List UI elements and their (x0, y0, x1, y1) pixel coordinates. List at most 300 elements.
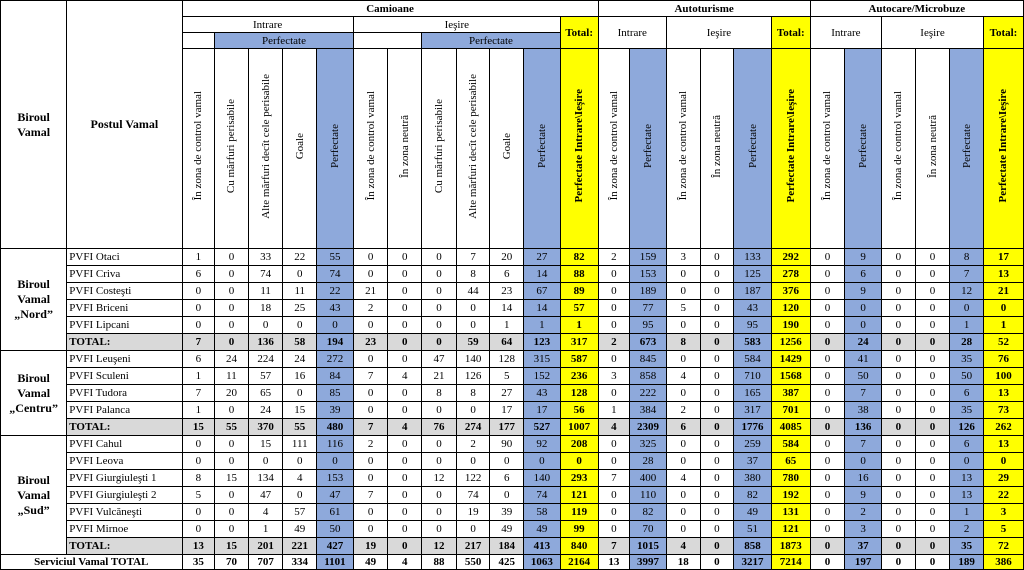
value-cell: 0 (353, 470, 388, 487)
value-cell: 1 (983, 317, 1023, 334)
value-cell: 90 (490, 436, 524, 453)
value-cell: 0 (215, 300, 249, 317)
subtotal-cell: 184 (490, 538, 524, 555)
subtotal-cell: 7 (182, 334, 215, 351)
value-cell: 0 (456, 317, 490, 334)
value-cell: 2 (456, 436, 490, 453)
subtotal-cell: 427 (317, 538, 354, 555)
value-cell: 38 (845, 402, 882, 419)
value-cell: 5 (182, 487, 215, 504)
col-neutra-2: În zona neutră (388, 49, 422, 249)
value-cell: 0 (182, 300, 215, 317)
value-cell: 1 (598, 402, 630, 419)
table-row (1, 368, 1024, 385)
value-cell: 236 (560, 368, 598, 385)
value-cell: 6 (182, 351, 215, 368)
value-cell: 74 (248, 266, 283, 283)
table-row (1, 521, 1024, 538)
value-cell: 0 (845, 453, 882, 470)
subtotal-cell: 0 (810, 419, 845, 436)
value-cell: 50 (845, 368, 882, 385)
birou-name-line: „Sud” (17, 502, 50, 517)
value-cell: 57 (560, 300, 598, 317)
value-cell: 0 (950, 453, 984, 470)
subtotal-cell: 0 (700, 538, 734, 555)
value-cell: 0 (983, 453, 1023, 470)
value-cell: 0 (915, 453, 950, 470)
value-cell: 325 (630, 436, 667, 453)
col-perisabile-1: Cu mărfuri perisabile (215, 49, 249, 249)
value-cell: 82 (630, 504, 667, 521)
value-cell: 0 (215, 453, 249, 470)
col-goale-2: Goale (490, 49, 524, 249)
table-row (1, 266, 1024, 283)
value-cell: 376 (771, 283, 810, 300)
value-cell: 0 (845, 300, 882, 317)
value-cell: 0 (598, 283, 630, 300)
value-cell: 1 (524, 317, 561, 334)
col-neutra-4: În zona neutră (700, 49, 734, 249)
value-cell: 37 (734, 453, 772, 470)
value-cell: 0 (810, 266, 845, 283)
subtotal-cell: 0 (388, 334, 422, 351)
col-perfectate-2: Perfectate (524, 49, 561, 249)
value-cell: 61 (317, 504, 354, 521)
col-total-autoturisme: Perfectate Intrare\Ieşire (771, 49, 810, 249)
table-row (1, 351, 1024, 368)
value-cell: 0 (388, 249, 422, 266)
subtotal-cell: 1873 (771, 538, 810, 555)
subtotal-cell: 24 (845, 334, 882, 351)
camioane-iesire-perfectate-header: Perfectate (422, 33, 561, 49)
value-cell: 0 (248, 453, 283, 470)
value-cell: 400 (630, 470, 667, 487)
value-cell: 119 (560, 504, 598, 521)
post-name: PVFI Briceni (67, 300, 182, 317)
value-cell: 3 (598, 368, 630, 385)
col-control-5: În zona de control vamal (810, 49, 845, 249)
table-row (1, 453, 1024, 470)
value-cell: 39 (490, 504, 524, 521)
value-cell: 13 (983, 436, 1023, 453)
subtotal-row (1, 419, 1024, 436)
value-cell: 8 (182, 470, 215, 487)
subtotal-cell: 4 (666, 538, 700, 555)
grand-total-cell: 2164 (560, 555, 598, 570)
value-cell: 15 (248, 436, 283, 453)
value-cell: 1 (950, 504, 984, 521)
value-cell: 190 (771, 317, 810, 334)
camioane-iesire-header: Ieşire (353, 17, 560, 33)
value-cell: 0 (215, 266, 249, 283)
value-cell: 25 (283, 300, 317, 317)
value-cell: 2 (845, 504, 882, 521)
value-cell: 7 (845, 436, 882, 453)
value-cell: 8 (950, 249, 984, 266)
subtotal-cell: 217 (456, 538, 490, 555)
value-cell: 0 (524, 453, 561, 470)
value-cell: 0 (456, 402, 490, 419)
subtotal-cell: 480 (317, 419, 354, 436)
value-cell: 134 (248, 470, 283, 487)
value-cell: 14 (490, 300, 524, 317)
subtotal-cell: 52 (983, 334, 1023, 351)
value-cell: 121 (771, 521, 810, 538)
birou-name-line: „Centru” (9, 400, 58, 415)
grand-total-cell: 1101 (317, 555, 354, 570)
value-cell: 0 (388, 402, 422, 419)
value-cell: 0 (182, 317, 215, 334)
subtotal-cell: 673 (630, 334, 667, 351)
value-cell: 0 (700, 351, 734, 368)
value-cell: 0 (560, 453, 598, 470)
value-cell: 65 (248, 385, 283, 402)
value-cell: 44 (456, 283, 490, 300)
value-cell: 13 (983, 385, 1023, 402)
post-name: PVFI Otaci (67, 249, 182, 266)
subtotal-cell: 2309 (630, 419, 667, 436)
value-cell: 0 (422, 283, 457, 300)
value-cell: 126 (456, 368, 490, 385)
subtotal-cell: 12 (422, 538, 457, 555)
value-cell: 0 (882, 453, 916, 470)
col-control-6: În zona de control vamal (882, 49, 916, 249)
value-cell: 2 (666, 402, 700, 419)
birou-name-line: Vamal (17, 385, 51, 400)
value-cell: 0 (598, 385, 630, 402)
camioane-header: Camioane (182, 1, 598, 17)
value-cell: 57 (283, 504, 317, 521)
value-cell: 19 (456, 504, 490, 521)
value-cell: 0 (215, 436, 249, 453)
grand-total-cell: 386 (983, 555, 1023, 570)
value-cell: 23 (490, 283, 524, 300)
subtotal-cell: 126 (950, 419, 984, 436)
grand-total-cell: 70 (215, 555, 249, 570)
value-cell: 0 (810, 470, 845, 487)
value-cell: 88 (560, 266, 598, 283)
value-cell: 259 (734, 436, 772, 453)
value-cell: 120 (771, 300, 810, 317)
value-cell: 74 (456, 487, 490, 504)
value-cell: 15 (283, 402, 317, 419)
value-cell: 4 (666, 368, 700, 385)
subtotal-cell: 123 (524, 334, 561, 351)
subtotal-cell: 0 (810, 538, 845, 555)
value-cell: 21 (422, 368, 457, 385)
autoturisme-intrare-header: Intrare (598, 17, 666, 49)
value-cell: 13 (983, 266, 1023, 283)
value-cell: 0 (182, 504, 215, 521)
post-name: PVFI Cahul (67, 436, 182, 453)
value-cell: 49 (283, 521, 317, 538)
value-cell: 76 (983, 351, 1023, 368)
value-cell: 110 (630, 487, 667, 504)
grand-total-cell: 0 (882, 555, 916, 570)
birou-header: Biroul Vamal (1, 1, 67, 249)
value-cell: 21 (983, 283, 1023, 300)
value-cell: 4 (666, 470, 700, 487)
value-cell: 0 (700, 521, 734, 538)
value-cell: 116 (317, 436, 354, 453)
value-cell: 4 (283, 470, 317, 487)
value-cell: 0 (388, 385, 422, 402)
value-cell: 65 (771, 453, 810, 470)
subtotal-cell: 0 (215, 334, 249, 351)
value-cell: 8 (422, 385, 457, 402)
value-cell: 82 (734, 487, 772, 504)
grand-total-cell: 550 (456, 555, 490, 570)
value-cell: 0 (598, 453, 630, 470)
value-cell: 100 (983, 368, 1023, 385)
col-neutra-6: În zona neutră (915, 49, 950, 249)
value-cell: 0 (353, 521, 388, 538)
subtotal-cell: 59 (456, 334, 490, 351)
value-cell: 17 (983, 249, 1023, 266)
subtotal-cell: 1015 (630, 538, 667, 555)
value-cell: 47 (248, 487, 283, 504)
value-cell: 0 (700, 249, 734, 266)
value-cell: 0 (456, 453, 490, 470)
post-name: PVFI Giurgiuleşti 1 (67, 470, 182, 487)
value-cell: 3 (845, 521, 882, 538)
grand-total-cell: 425 (490, 555, 524, 570)
value-cell: 121 (560, 487, 598, 504)
value-cell: 0 (353, 385, 388, 402)
table-row (1, 436, 1024, 453)
camioane-intrare-header: Intrare (182, 17, 353, 33)
autoturisme-total-header: Total: (771, 17, 810, 49)
value-cell: 22 (983, 487, 1023, 504)
value-cell: 0 (353, 266, 388, 283)
subtotal-cell: 2 (598, 334, 630, 351)
subtotal-cell: 370 (248, 419, 283, 436)
value-cell: 0 (810, 351, 845, 368)
value-cell: 0 (422, 487, 457, 504)
value-cell: 14 (524, 266, 561, 283)
value-cell: 0 (215, 283, 249, 300)
value-cell: 0 (317, 317, 354, 334)
value-cell: 0 (882, 487, 916, 504)
value-cell: 39 (317, 402, 354, 419)
subtotal-cell: 28 (950, 334, 984, 351)
subtotal-cell: 8 (666, 334, 700, 351)
col-perfectate-1: Perfectate (317, 49, 354, 249)
value-cell: 140 (524, 470, 561, 487)
value-cell: 122 (456, 470, 490, 487)
value-cell: 0 (915, 368, 950, 385)
value-cell: 7 (456, 249, 490, 266)
value-cell: 111 (283, 436, 317, 453)
subtotal-cell: 64 (490, 334, 524, 351)
value-cell: 0 (666, 436, 700, 453)
value-cell: 74 (317, 266, 354, 283)
value-cell: 1 (950, 317, 984, 334)
value-cell: 0 (422, 436, 457, 453)
subtotal-cell: 0 (810, 334, 845, 351)
col-control-3: În zona de control vamal (598, 49, 630, 249)
value-cell: 0 (388, 470, 422, 487)
post-name: PVFI Criva (67, 266, 182, 283)
value-cell: 0 (700, 470, 734, 487)
value-cell: 0 (422, 402, 457, 419)
value-cell: 0 (388, 521, 422, 538)
grand-total-cell: 0 (915, 555, 950, 570)
col-control-2: În zona de control vamal (353, 49, 388, 249)
value-cell: 0 (666, 317, 700, 334)
value-cell: 0 (700, 436, 734, 453)
value-cell: 0 (882, 521, 916, 538)
value-cell: 0 (422, 504, 457, 521)
value-cell: 20 (215, 385, 249, 402)
value-cell: 43 (524, 385, 561, 402)
value-cell: 780 (771, 470, 810, 487)
value-cell: 293 (560, 470, 598, 487)
subtotal-cell: 13 (182, 538, 215, 555)
value-cell: 0 (598, 300, 630, 317)
value-cell: 0 (666, 266, 700, 283)
post-name: PVFI Leova (67, 453, 182, 470)
subtotal-cell: 1007 (560, 419, 598, 436)
autoturisme-iesire-header: Ieşire (666, 17, 771, 49)
value-cell: 128 (560, 385, 598, 402)
value-cell: 128 (490, 351, 524, 368)
value-cell: 710 (734, 368, 772, 385)
subtotal-cell: 221 (283, 538, 317, 555)
value-cell: 18 (248, 300, 283, 317)
value-cell: 27 (490, 385, 524, 402)
subtotal-cell: 0 (882, 538, 916, 555)
subtotal-cell: 15 (182, 419, 215, 436)
value-cell: 8 (456, 266, 490, 283)
birou-name-line: Vamal (17, 292, 51, 306)
value-cell: 0 (490, 487, 524, 504)
value-cell: 1 (182, 249, 215, 266)
value-cell: 0 (983, 300, 1023, 317)
post-name: PVFI Sculeni (67, 368, 182, 385)
subtotal-cell: 1256 (771, 334, 810, 351)
col-perfectate-6: Perfectate (950, 49, 984, 249)
value-cell: 278 (771, 266, 810, 283)
value-cell: 0 (666, 487, 700, 504)
post-name: PVFI Leuşeni (67, 351, 182, 368)
value-cell: 0 (598, 521, 630, 538)
value-cell: 0 (915, 351, 950, 368)
camioane-total-header: Total: (560, 17, 598, 49)
col-control-4: În zona de control vamal (666, 49, 700, 249)
value-cell: 22 (317, 283, 354, 300)
value-cell: 0 (422, 249, 457, 266)
subtotal-cell: 72 (983, 538, 1023, 555)
autocare-intrare-header: Intrare (810, 17, 881, 49)
value-cell: 0 (810, 385, 845, 402)
value-cell: 16 (845, 470, 882, 487)
value-cell: 0 (700, 266, 734, 283)
subtotal-cell: 201 (248, 538, 283, 555)
value-cell: 0 (283, 385, 317, 402)
value-cell: 0 (666, 504, 700, 521)
value-cell: 6 (950, 385, 984, 402)
value-cell: 0 (215, 521, 249, 538)
value-cell: 0 (388, 317, 422, 334)
value-cell: 317 (734, 402, 772, 419)
value-cell: 3 (666, 249, 700, 266)
value-cell: 4 (388, 368, 422, 385)
value-cell: 0 (248, 317, 283, 334)
subtotal-cell: 55 (215, 419, 249, 436)
subtotal-label: TOTAL: (67, 538, 182, 555)
value-cell: 192 (771, 487, 810, 504)
value-cell: 49 (734, 504, 772, 521)
post-name: PVFI Giurgiuleşti 2 (67, 487, 182, 504)
col-control-1: În zona de control vamal (182, 49, 215, 249)
value-cell: 0 (810, 317, 845, 334)
table-row (1, 470, 1024, 487)
value-cell: 131 (771, 504, 810, 521)
subtotal-cell: 274 (456, 419, 490, 436)
value-cell: 0 (422, 317, 457, 334)
value-cell: 0 (598, 317, 630, 334)
value-cell: 0 (215, 402, 249, 419)
col-total-camioane: Perfectate Intrare\Ieşire (560, 49, 598, 249)
table-row (1, 317, 1024, 334)
birou-name-line: Biroul (17, 277, 50, 291)
table-row (1, 402, 1024, 419)
grand-total-cell: 197 (845, 555, 882, 570)
grand-total-cell: 189 (950, 555, 984, 570)
value-cell: 15 (215, 470, 249, 487)
value-cell: 0 (700, 368, 734, 385)
grand-total-cell: 1063 (524, 555, 561, 570)
value-cell: 0 (845, 317, 882, 334)
value-cell: 222 (630, 385, 667, 402)
grand-total-cell: 3997 (630, 555, 667, 570)
birou-name-line: Biroul (17, 370, 50, 385)
value-cell: 0 (915, 385, 950, 402)
col-perfectate-4: Perfectate (734, 49, 772, 249)
value-cell: 0 (388, 351, 422, 368)
value-cell: 0 (456, 521, 490, 538)
grand-total-cell: 3217 (734, 555, 772, 570)
value-cell: 159 (630, 249, 667, 266)
value-cell: 0 (283, 453, 317, 470)
value-cell: 95 (734, 317, 772, 334)
value-cell: 20 (490, 249, 524, 266)
subtotal-cell: 23 (353, 334, 388, 351)
value-cell: 0 (882, 368, 916, 385)
value-cell: 0 (353, 453, 388, 470)
value-cell: 0 (882, 351, 916, 368)
value-cell: 0 (882, 436, 916, 453)
value-cell: 153 (630, 266, 667, 283)
value-cell: 43 (734, 300, 772, 317)
value-cell: 4 (248, 504, 283, 521)
value-cell: 0 (810, 249, 845, 266)
value-cell: 0 (915, 504, 950, 521)
value-cell: 5 (983, 521, 1023, 538)
post-name: PVFI Lipcani (67, 317, 182, 334)
value-cell: 7 (598, 470, 630, 487)
value-cell: 0 (882, 300, 916, 317)
value-cell: 189 (630, 283, 667, 300)
value-cell: 0 (666, 283, 700, 300)
value-cell: 92 (524, 436, 561, 453)
value-cell: 1 (490, 317, 524, 334)
subtotal-cell: 4 (388, 419, 422, 436)
value-cell: 858 (630, 368, 667, 385)
value-cell: 0 (182, 283, 215, 300)
subtotal-cell: 19 (353, 538, 388, 555)
